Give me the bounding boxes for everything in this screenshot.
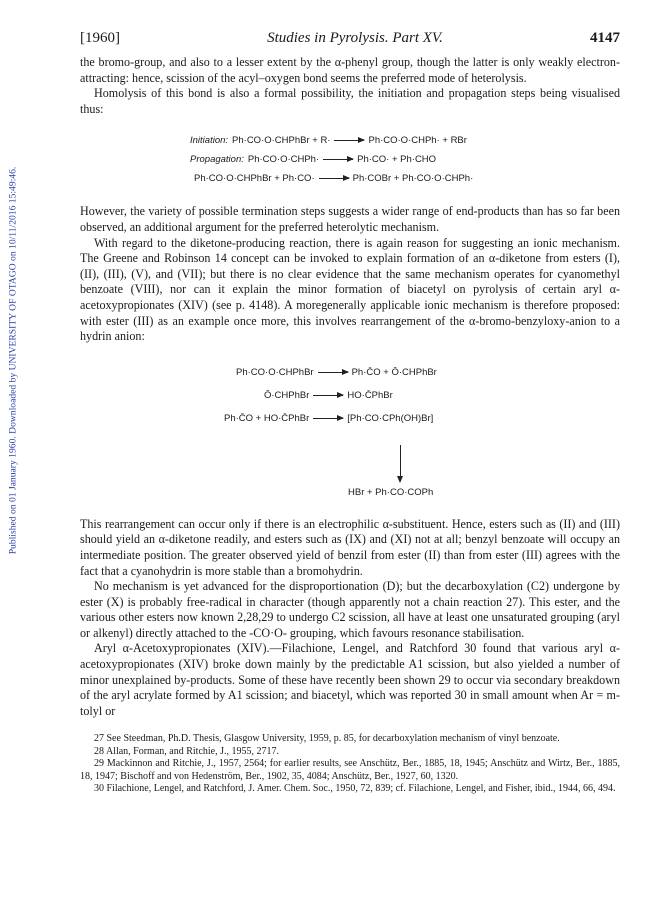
scheme2-final-product <box>348 487 433 498</box>
scheme1-row-propagation <box>190 150 620 169</box>
scheme2-reactant: Ō·CHPhBr <box>264 389 310 401</box>
paragraph-7: Aryl α-Acetoxypropionates (XIV).—Filachione, Lengel, and Ratchford 30 found that various aryl α-acetoxypropionates (XIV) broke down mainly by the predictable A1 scission, but also yielded a number of minor unexplained by-products. Some of these have recently been shown 29 to occur via secondary breakdown of the aryl acrylate formed by A1 scission; and biacetyl, which was reported 30 in small amount when Ar = m-tolyl or <box>80 641 620 718</box>
header-title: Studies in Pyrolysis. Part XV. <box>267 30 443 46</box>
scheme2-product: [Ph·CO·CPh(OH)Br] <box>347 412 434 424</box>
footnote-27: 27 See Steedman, Ph.D. Thesis, Glasgow University, 1959, p. 85, for decarboxylation mechanism of vinyl benzoate. <box>94 733 560 745</box>
scheme2-reactant: Ph·C̄O + HO·C̄PhBr <box>224 412 310 424</box>
homolysis-scheme <box>190 131 620 188</box>
scheme1-label: Propagation: <box>190 154 244 166</box>
footnotes <box>80 733 620 795</box>
paragraph-1: the bromo-group, and also to a lesser extent by the α-phenyl group, though the latter is only weakly electron-attracting: hence, scission of the acyl–oxygen bond seems the preferred mode of heterolysis. <box>80 55 620 85</box>
paragraph-6: No mechanism is yet advanced for the disproportionation (D); but the decarboxylation (C2) undergone by ester (X) is probably free-radical in character (though apparently not a chain reaction 27). This ester, and the various other esters now known 2,28,29 to undergo C2 scission, all have at least one unsaturated grouping (aryl or alkenyl) directly attached to the -CO·O- grouping, which favours resonance stabilisation. <box>80 579 620 640</box>
scheme2-product: HO·C̄PhBr <box>347 389 393 401</box>
scheme2-row-1 <box>236 367 437 378</box>
paragraph-2: Homolysis of this bond is also a formal possibility, the initiation and propagation steps being visualised thus: <box>80 86 620 116</box>
scheme1-row-initiation <box>190 131 620 150</box>
download-watermark-text[interactable]: Published on 01 January 1960. Downloaded by UNIVERSITY OF OTAGO on 10/11/2016 15:49:46. <box>7 166 19 554</box>
scheme2-reactant: Ph·CO·O·CHPhBr <box>236 366 314 378</box>
scheme2-row-3 <box>224 413 433 424</box>
header-year: [1960] <box>80 30 120 46</box>
down-arrow-icon <box>400 445 401 481</box>
scheme1-row-propagation-2 <box>190 169 620 188</box>
reaction-arrow-icon <box>318 372 348 373</box>
paragraph-5: This rearrangement can occur only if there is an electrophilic α-substituent. Hence, esters such as (II) and (III) should yield an α-diketone readily, and esters such as (IX) and (XI) not at all; benzyl benzoate will occupy an intermediate position. The greater observed yield of benzil from ester (II) than from ester (III) agrees with the fact that a cyanohydrin is more stable than a bromohydrin. <box>80 516 620 578</box>
scheme2-row-2 <box>264 390 393 401</box>
scheme2-final-text: HBr + Ph·CO·COPh <box>348 486 434 498</box>
rearrangement-scheme <box>80 357 620 507</box>
scheme2-product: Ph·C̄O + Ō·CHPhBr <box>351 366 437 378</box>
scheme1-reactant: Ph·CO·O·CHPhBr + Ph·CO· <box>194 173 315 185</box>
scheme1-label: Initiation: <box>190 135 229 147</box>
scheme1-product: Ph·CO·O·CHPh· + RBr <box>368 135 467 147</box>
reaction-arrow-icon <box>319 178 349 179</box>
paragraph-4: With regard to the diketone-producing reaction, there is again reason for suggesting an ionic mechanism. The Greene and Robinson 14 concept can be invoked to explain formation of an α-diketone from esters (I), (II), (III), (V), and (VII); but there is no clear evidence that the same mechanism operates for cyanomethyl benzoate (VIII), nor can it explain the minor formation of biacetyl on pyrolysis of certain aryl α-acetoxypropionates (XIV) (see p. 4148). A moregenerally applicable ionic mechanism is therefore proposed: with ester (III) as an example once more, this involves rearrangement of the α-bromo-benzyloxy-anion to a hydrin anion: <box>80 235 620 344</box>
scheme1-product: Ph·COBr + Ph·CO·O·CHPh· <box>352 173 474 185</box>
running-header <box>80 30 620 47</box>
journal-page <box>80 30 620 795</box>
scheme1-product: Ph·CO· + Ph·CHO <box>357 154 437 166</box>
footnote-28: 28 Allan, Forman, and Ritchie, J., 1955, 2717. <box>94 745 279 757</box>
scheme1-reactant: Ph·CO·O·CHPh· <box>247 154 320 166</box>
scheme1-reactant: Ph·CO·O·CHPhBr + R· <box>232 135 331 147</box>
footnote-29: 29 Mackinnon and Ritchie, J., 1957, 2564; for earlier results, see Anschütz, Ber., 1885, 18, 1945; Anschütz and Wirtz, Ber., 1885, 18, 1947; Bischoff and von Hedenström, Ber., 1902, 35, 4084; Anschütz, Ber., 1927, 60, 1320. <box>80 758 620 782</box>
paragraph-3: However, the variety of possible termination steps suggests a wider range of end-products than has so far been observed, an additional argument for the preferred heterolytic mechanism. <box>80 204 620 234</box>
reaction-arrow-icon <box>313 395 343 396</box>
reaction-arrow-icon <box>313 418 343 419</box>
footnote-30: 30 Filachione, Lengel, and Ratchford, J. Amer. Chem. Soc., 1950, 72, 839; cf. Filachione, Lengel, and Fisher, ibid., 1944, 66, 494. <box>94 783 616 795</box>
page-number: 4147 <box>589 30 620 46</box>
reaction-arrow-icon <box>323 159 353 160</box>
download-watermark <box>4 130 22 590</box>
reaction-arrow-icon <box>334 140 364 141</box>
